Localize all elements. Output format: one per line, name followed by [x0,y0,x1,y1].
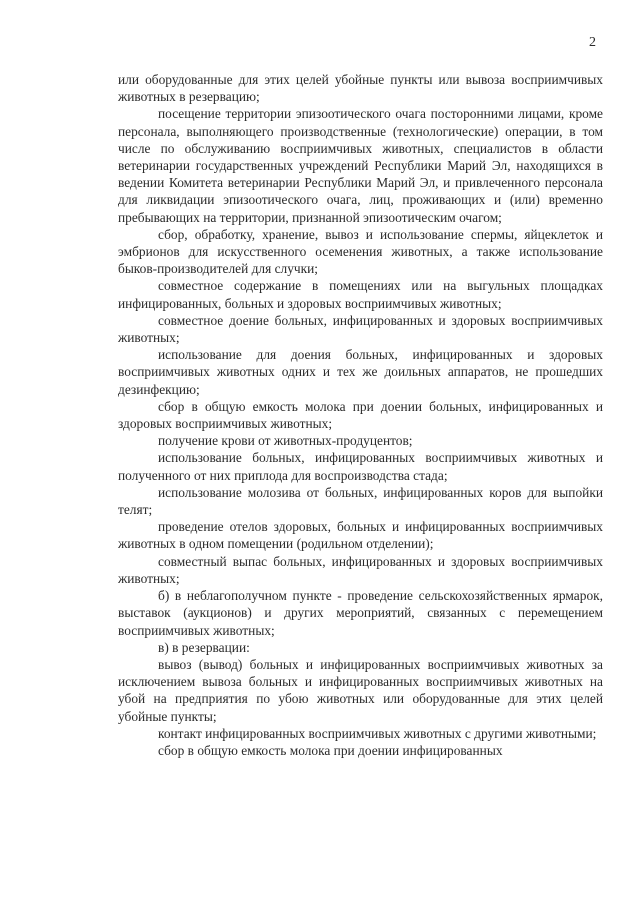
paragraph: контакт инфицированных восприимчивых животных с другими животными; [158,725,597,741]
paragraph: проведение отелов здоровых, больных и инфицированных восприимчивых животных в одном помещении (родильном отделении); [118,519,603,552]
paragraph: б) в неблагополучном пункте - проведение сельскохозяйственных ярмарок, выставок (аукционов) и других мероприятий, связанных с перемещением восприимчивых животных; [118,588,603,638]
paragraph: совместное содержание в помещениях или на выгульных площадках инфицированных, больных и здоровых восприимчивых животных; [118,278,603,311]
paragraph: совместное доение больных, инфицированных и здоровых восприимчивых животных; [118,312,603,346]
paragraph: совместный выпас больных, инфицированных и здоровых восприимчивых животных; [118,553,603,586]
page-number: 2 [589,35,596,50]
paragraph: сбор, обработку, хранение, вывоз и использование спермы, яйцеклеток и эмбрионов для искусственного осеменения животных, а также использование быков-производителей для случки; [118,226,603,277]
paragraph: посещение территории эпизоотического очага посторонними лицами, кроме персонала, выполняющего производственные (технологические) операции, в том числе по обслуживанию восприимчивых животных, специалистов в области ветеринарии государственных учреждений Республики Марий Эл, находящихся в ведении Комитета ветеринарии Республики Марий Эл, и привлеченного персонала для ликвидации эпизоотического очага, лиц, проживающих и (или) временно пребывающих на территории, признанной эпизоотическим очагом; [118,106,603,225]
document-body [118,71,603,759]
paragraph: сбор в общую емкость молока при доении больных, инфицированных и здоровых восприимчивых животных; [118,398,603,432]
paragraph: использование больных, инфицированных восприимчивых животных и полученного от них приплода для воспроизводства стада; [118,450,603,483]
paragraph: вывоз (вывод) больных и инфицированных восприимчивых животных за исключением вывоза больных и инфицированных восприимчивых животных на убой на предприятия по убою животных или оборудованные для этих целей убойные пункты; [118,656,603,724]
paragraph: использование для доения больных, инфицированных и здоровых восприимчивых животных одних и тех же доильных аппаратов, не прошедших дезинфекцию; [118,347,603,397]
paragraph: использование молозива от больных, инфицированных коров для выпойки телят; [118,484,603,518]
paragraph: в) в резервации: [158,639,250,655]
paragraph: получение крови от животных-продуцентов; [158,433,413,449]
paragraph: или оборудованные для этих целей убойные пункты или вывоза восприимчивых животных в резервацию; [118,72,603,105]
paragraph: сбор в общую емкость молока при доении инфицированных [158,742,503,758]
